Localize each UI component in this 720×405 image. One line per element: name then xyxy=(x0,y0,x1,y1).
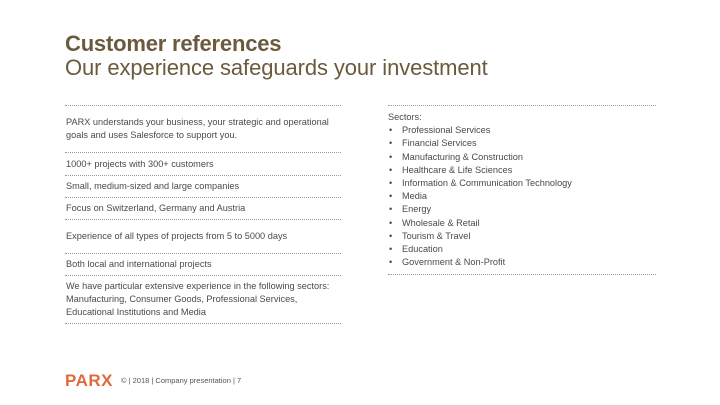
sector-item: • Tourism & Travel xyxy=(388,230,656,243)
sector-item: • Healthcare & Life Sciences xyxy=(388,164,656,177)
sector-item: • Energy xyxy=(388,203,656,216)
sector-item: • Financial Services xyxy=(388,137,656,150)
reference-item: 1000+ projects with 300+ customers xyxy=(65,152,341,175)
sector-item: • Information & Communication Technology xyxy=(388,177,656,190)
reference-item: Experience of all types of projects from 5 to 5000 days xyxy=(65,219,341,253)
slide-title: Customer references xyxy=(65,31,282,56)
sector-item: • Education xyxy=(388,243,656,256)
reference-item: Both local and international projects xyxy=(65,253,341,275)
sectors-box xyxy=(388,105,656,275)
sector-item: • Wholesale & Retail xyxy=(388,217,656,230)
slide-subtitle: Our experience safeguards your investment xyxy=(65,55,488,80)
sector-item: • Manufacturing & Construction xyxy=(388,151,656,164)
title-block xyxy=(65,32,488,80)
sector-item: • Government & Non-Profit xyxy=(388,256,656,269)
sector-list xyxy=(388,124,656,269)
sectors-panel xyxy=(388,105,656,275)
reference-item: We have particular extensive experience in the following sectors: Manufacturing, Consumer Goods, Professional Services, Educational Institutions and Media xyxy=(65,275,341,324)
reference-item: PARX understands your business, your strategic and operational goals and uses Salesforce to support you. xyxy=(65,105,341,152)
sector-item: • Professional Services xyxy=(388,124,656,137)
parx-logo: PARX xyxy=(65,371,113,390)
reference-item: Small, medium-sized and large companies xyxy=(65,175,341,197)
footer-text: © | 2018 | Company presentation | 7 xyxy=(120,376,242,385)
sectors-heading: Sectors: xyxy=(388,112,422,122)
sector-item: • Media xyxy=(388,190,656,203)
reference-list xyxy=(65,105,341,324)
footer xyxy=(65,372,241,389)
reference-item: Focus on Switzerland, Germany and Austria xyxy=(65,197,341,219)
